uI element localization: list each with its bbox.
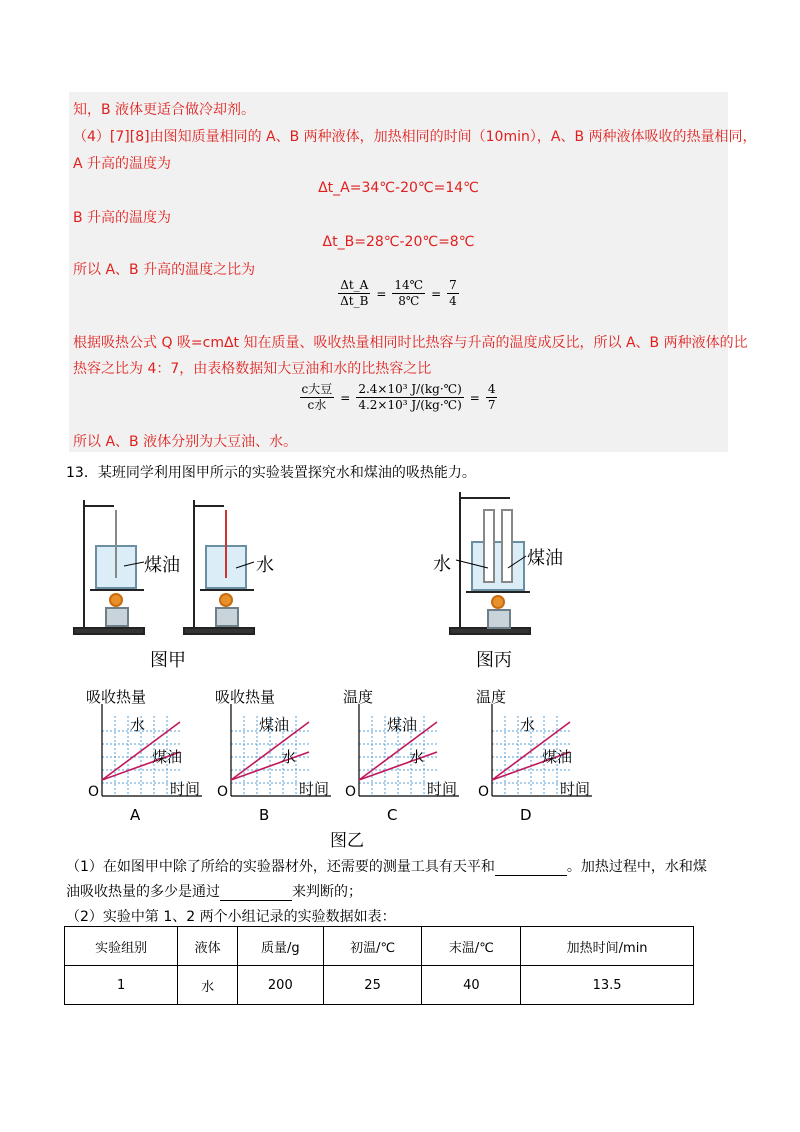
question-stem: 13．某班同学利用图甲所示的实验装置探究水和煤油的吸热能力。: [66, 465, 476, 481]
ratio2-lhs-num: c大豆: [301, 382, 333, 396]
graph-series-bottom-label: 水: [281, 748, 297, 766]
question-2: （2）实验中第 1、2 两个小组记录的实验数据如表：: [66, 909, 396, 925]
table-row: [65, 966, 694, 1005]
label-water-1: 水: [256, 555, 274, 576]
table-header-cell: 质量/g: [237, 927, 323, 966]
graph-series-top-label: 水: [520, 716, 536, 734]
graph-letter: A: [130, 806, 141, 824]
graph-series-bottom-label: 煤油: [152, 748, 183, 766]
figure-jia-caption: 图甲: [150, 650, 186, 671]
question-1-part-c: 油吸收热量的多少是通过: [66, 884, 220, 900]
ratio2-lhs-den: c水: [307, 398, 327, 412]
table-header-cell: 加热时间/min: [521, 927, 694, 966]
ratio1-mid-num: 14℃: [394, 278, 424, 292]
question-1-line-2: [66, 881, 362, 901]
graph-x-label: 时间: [170, 780, 201, 798]
graph-letter: D: [520, 806, 532, 824]
table-cell: 13.5: [521, 966, 694, 1005]
answer-line-8: 所以 A、B 液体分别为大豆油、水。: [73, 434, 298, 450]
graph-origin: O: [345, 784, 357, 800]
figure-yi-caption: 图乙: [330, 831, 364, 851]
graph-origin: O: [478, 784, 490, 800]
ratio1-rhs-den: 4: [449, 294, 457, 308]
table-header-cell: 末温/℃: [422, 927, 521, 966]
table-cell: 25: [323, 966, 422, 1005]
table-cell: 1: [65, 966, 178, 1005]
graph-series-top-label: 煤油: [387, 716, 418, 734]
graph-letter: C: [387, 806, 398, 824]
answer-line-7: 热容之比为 4：7，由表格数据知大豆油和水的比热容之比: [73, 361, 432, 377]
ratio2-rhs-num: 4: [487, 382, 496, 396]
graph-series-top-label: 水: [130, 716, 146, 734]
question-1-part-a: （1）在如图甲中除了所给的实验器材外，还需要的测量工具有天平和: [66, 859, 495, 875]
table-cell: 水: [178, 966, 238, 1005]
ratio1-mid-den: 8℃: [398, 294, 420, 308]
graph-x-label: 时间: [427, 780, 458, 798]
question-1-line-1: [66, 856, 707, 876]
graph-origin: O: [217, 784, 229, 800]
ratio-equation-temperature: $\frac{\Delta t\_A}{\Delta t\_B}$ = $\frac{14℃}{8℃}$ = $\frac{7}{4}$: [340, 278, 457, 308]
graph-y-label: 温度: [476, 688, 507, 706]
label-water-2: 水: [433, 554, 451, 575]
label-kerosene-2: 煤油: [527, 548, 563, 569]
blank-measuring-tool[interactable]: [495, 861, 567, 876]
graph-y-label: 温度: [343, 688, 374, 706]
graph-y-label: 吸收热量: [86, 688, 147, 706]
table-header-cell: 液体: [178, 927, 238, 966]
ratio1-lhs-num: Δt_A: [340, 278, 369, 292]
blank-heat-judgement[interactable]: [220, 886, 292, 901]
answer-line-3: A 升高的温度为: [73, 156, 172, 172]
answer-line-1: 知，B 液体更适合做冷却剂。: [73, 102, 256, 118]
table-header-cell: 实验组别: [65, 927, 178, 966]
label-kerosene-1: 煤油: [144, 555, 180, 576]
equation-delta-tb: Δt_B=28℃-20℃=8℃: [322, 234, 475, 250]
table-cell: 40: [422, 966, 521, 1005]
apparatus-figures: [60, 488, 620, 678]
graph-series-bottom-label: 煤油: [542, 748, 573, 766]
ratio1-lhs-den: Δt_B: [340, 294, 369, 308]
ratio2-mid-num: 2.4×10³ J/(kg·℃): [358, 382, 462, 396]
table-header-row: [65, 927, 694, 966]
ratio2-rhs-den: 7: [487, 398, 496, 412]
graph-x-label: 时间: [560, 780, 591, 798]
question-1-part-b: 。加热过程中，水和煤: [566, 859, 707, 875]
ratio1-rhs-num: 7: [449, 278, 457, 292]
graph-series-bottom-label: 水: [409, 748, 425, 766]
data-table: [64, 926, 694, 1005]
ratio-equation-specific-heat: $\frac{\text{c大豆}}{\text{c水}}$ = $\frac{\text{2.4×10³ J/(kg·℃)}}{\text{4.2×10³ J/(kg·℃)}}$ = $\frac{4}{7}$: [301, 382, 496, 412]
table-cell: 200: [237, 966, 323, 1005]
question-1-part-d: 来判断的；: [292, 884, 362, 900]
answer-line-6: 根据吸热公式 Q 吸=cmΔt 知在质量、吸收热量相同时比热容与升高的温度成反比，所以 A、B 两种液体的比: [73, 335, 748, 351]
graph-letter: B: [259, 806, 270, 824]
graph-x-label: 时间: [299, 780, 330, 798]
answer-line-2: （4）[7][8]由图知质量相同的 A、B 两种液体，加热相同的时间（10min），A、B 两种液体吸收的热量相同，: [73, 129, 757, 145]
table-header-cell: 初温/℃: [323, 927, 422, 966]
graph-origin: O: [88, 784, 100, 800]
answer-line-4: B 升高的温度为: [73, 210, 172, 226]
answer-block: [69, 92, 757, 452]
ratio2-mid-den: 4.2×10³ J/(kg·℃): [358, 398, 462, 412]
figure-bing-caption: 图丙: [476, 650, 512, 671]
graph-series-top-label: 煤油: [259, 716, 290, 734]
answer-line-5: 所以 A、B 升高的温度之比为: [73, 262, 256, 278]
equation-delta-ta: Δt_A=34℃-20℃=14℃: [318, 180, 479, 196]
graph-y-label: 吸收热量: [215, 688, 276, 706]
